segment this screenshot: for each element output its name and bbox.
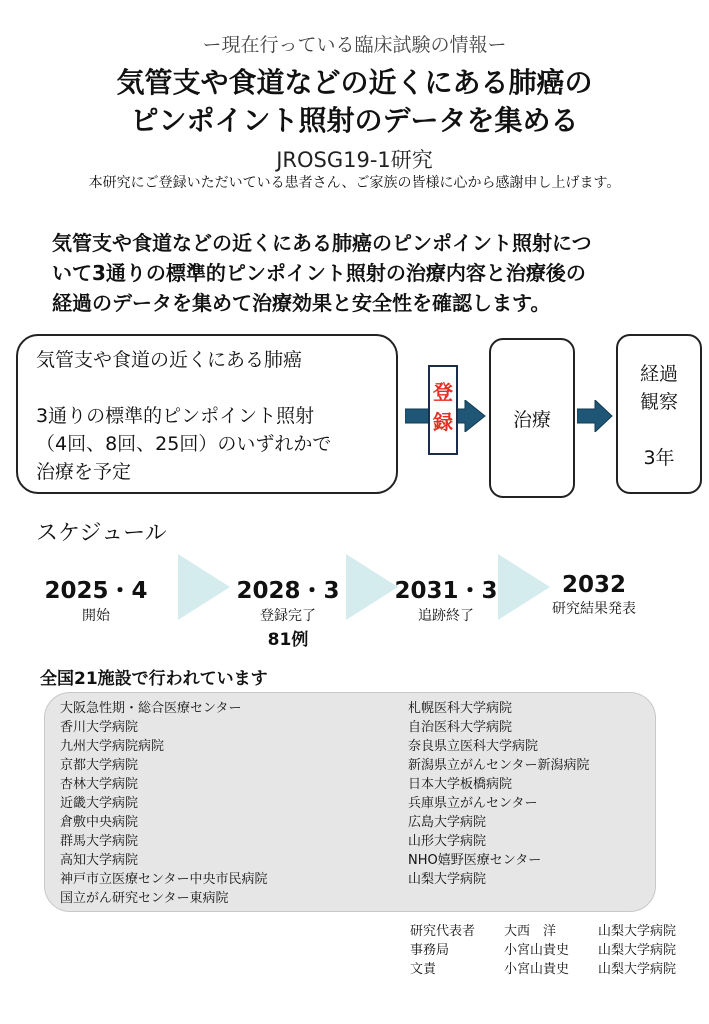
follow-up-box xyxy=(616,334,702,494)
thanks-message: 本研究にご登録いただいている患者さん、ご家族の皆様に心から感謝申し上げます。 xyxy=(88,175,621,191)
register-char-1: 登 xyxy=(433,380,453,404)
schedule-date: 2025・4 xyxy=(44,578,148,604)
credit-row xyxy=(410,941,676,960)
schedule-date: 2031・3 xyxy=(394,578,498,604)
treatment-box xyxy=(489,338,575,498)
schedule-label: スケジュール xyxy=(36,521,167,546)
list-item: 杏林大学病院 xyxy=(60,777,139,792)
credit-affiliation: 山梨大学病院 xyxy=(598,962,677,977)
list-item: 新潟県立がんセンター新潟病院 xyxy=(408,758,590,773)
registration-step xyxy=(428,365,458,455)
condition-line-4: 治療を予定 xyxy=(36,461,132,483)
list-item: 日本大学板橋病院 xyxy=(408,777,513,792)
list-item: 広島大学病院 xyxy=(408,815,487,830)
chevron-right-icon xyxy=(178,554,230,624)
condition-line-2: 3通りの標準的ピンポイント照射 xyxy=(36,405,315,427)
credit-row xyxy=(410,922,676,941)
treatment-label: 治療 xyxy=(512,408,551,431)
summary-line-2: いて3通りの標準的ピンポイント照射の治療内容と治療後の xyxy=(52,261,586,285)
list-item: 香川大学病院 xyxy=(60,720,139,735)
credit-name: 小宮山貴史 xyxy=(504,962,570,977)
list-item: 兵庫県立がんセンター xyxy=(408,796,538,811)
schedule-event: 開始 xyxy=(82,608,110,624)
schedule-event: 登録完了 xyxy=(260,608,316,624)
project-code: JROSG19-1研究 xyxy=(276,148,433,172)
list-item: 国立がん研究センター東病院 xyxy=(60,891,229,906)
schedule-date: 2028・3 xyxy=(236,578,340,604)
schedule-item xyxy=(534,572,654,618)
list-item: 京都大学病院 xyxy=(60,758,139,773)
arrow-right-icon xyxy=(577,400,613,432)
schedule-date: 2032 xyxy=(561,572,626,598)
credit-affiliation: 山梨大学病院 xyxy=(598,943,677,958)
schedule-event: 追跡終了 xyxy=(418,608,474,624)
schedule-event: 研究結果発表 xyxy=(552,601,636,617)
list-item: 九州大学病院病院 xyxy=(60,739,165,754)
sites-list-left xyxy=(60,699,267,908)
list-item: 大阪急性期・総合医療センター xyxy=(60,701,242,716)
enrollment-count: 81例 xyxy=(267,630,309,650)
list-item: 高知大学病院 xyxy=(60,853,139,868)
sites-list-right xyxy=(408,699,589,889)
page-title xyxy=(0,64,709,140)
register-char-2: 録 xyxy=(433,410,453,434)
credit-name: 小宮山貴史 xyxy=(504,943,570,958)
schedule-item xyxy=(228,572,348,650)
list-item: 神戸市立医療センター中央市民病院 xyxy=(60,872,268,887)
credit-role: 事務局 xyxy=(410,943,450,958)
eligibility-box xyxy=(16,334,398,494)
follow-line-2: 観察 xyxy=(639,391,678,413)
list-item: 群馬大学病院 xyxy=(60,834,139,849)
follow-period: 3年 xyxy=(643,447,675,469)
list-item: 自治医科大学病院 xyxy=(408,720,513,735)
list-item: 山形大学病院 xyxy=(408,834,487,849)
follow-line-1: 経過 xyxy=(639,363,678,385)
credit-name: 大西 洋 xyxy=(504,924,557,939)
condition-line-3: （4回、8回、25回）のいずれかで xyxy=(36,433,332,455)
title-line-2: ピンポイント照射のデータを集める xyxy=(130,104,579,137)
credits xyxy=(410,922,676,979)
credit-row xyxy=(410,960,676,979)
page-subtitle: ー現在行っている臨床試験の情報ー xyxy=(202,34,507,56)
list-item: 近畿大学病院 xyxy=(60,796,139,811)
study-summary xyxy=(52,228,692,318)
schedule-item xyxy=(36,572,156,625)
list-item: 札幌医科大学病院 xyxy=(408,701,513,716)
list-item: 奈良県立医科大学病院 xyxy=(408,739,539,754)
condition-line-1: 気管支や食道の近くにある肺癌 xyxy=(36,349,303,371)
credit-affiliation: 山梨大学病院 xyxy=(598,924,677,939)
credit-role: 研究代表者 xyxy=(410,924,476,939)
title-line-1: 気管支や食道などの近くにある肺癌の xyxy=(116,66,593,99)
sites-heading: 全国21施設で行われています xyxy=(40,669,268,689)
schedule-item xyxy=(386,572,506,625)
list-item: 山梨大学病院 xyxy=(408,872,487,887)
credit-role: 文責 xyxy=(410,962,437,977)
list-item: 倉敷中央病院 xyxy=(60,815,139,830)
summary-line-3: 経過のデータを集めて治療効果と安全性を確認します。 xyxy=(52,291,551,315)
list-item: NHO嬉野医療センター xyxy=(408,853,542,868)
summary-line-1: 気管支や食道などの近くにある肺癌のピンポイント照射につ xyxy=(52,231,592,255)
